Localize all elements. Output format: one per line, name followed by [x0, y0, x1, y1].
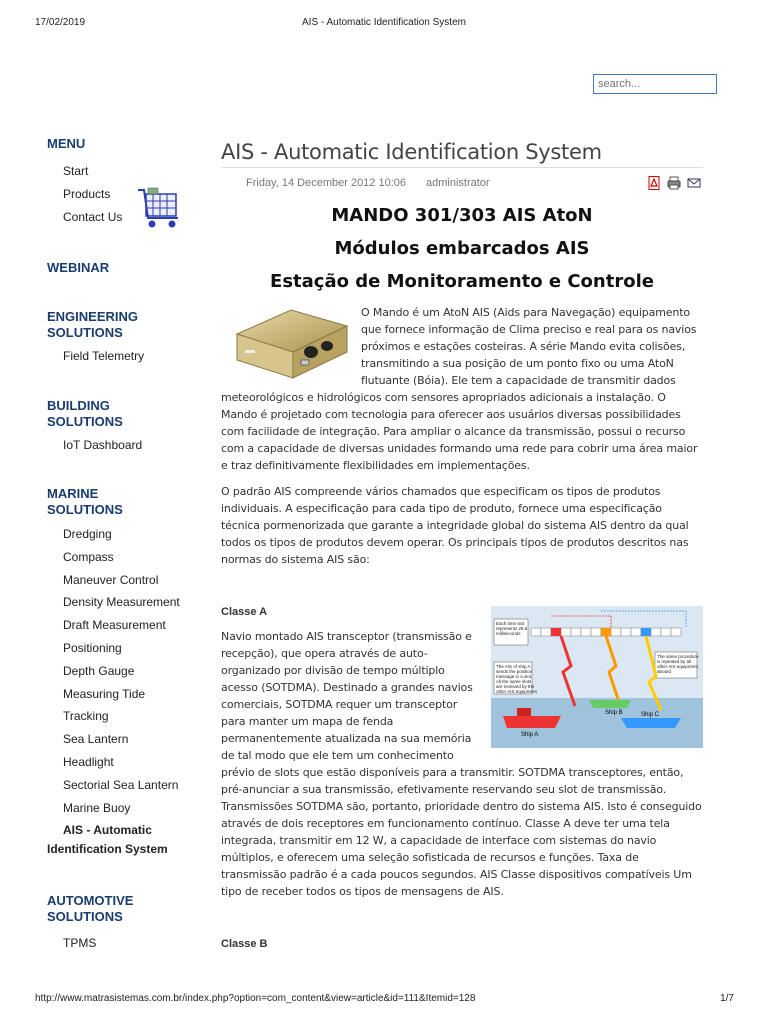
class-a-heading: Classe A: [221, 606, 268, 618]
sidebar-item-density-measurement[interactable]: Density Measurement: [63, 595, 180, 610]
sidebar-item-tracking[interactable]: Tracking: [63, 709, 109, 724]
sotdma-diagram: [491, 606, 703, 748]
sidebar-item-sectorial-sea-lantern[interactable]: Sectorial Sea Lantern: [63, 777, 179, 792]
created-date: Friday, 14 December 2012 10:06: [246, 177, 406, 189]
menu-heading: MENU: [47, 136, 86, 151]
class-b-heading: Classe B: [221, 938, 268, 950]
sidebar-item-sea-lantern[interactable]: Sea Lantern: [63, 732, 129, 747]
sidebar-item-headlight[interactable]: Headlight: [63, 754, 114, 769]
class-a-paragraph: Navio montado AIS transceptor (transmissão e recepção), que opera através de auto-organizado por divisão de tempo múltiplo acesso (SOTDMA). Destinado a grandes navios comerciais, SOTDMA requer um transceptor para manter um mapa de fenda permanentemente atualizada na sua memória de tal modo que ele tem um conhecimento prévio de slots que estão disponíveis para a transmitir. SOTDMA transceptores, então, pré-anunciar a sua transmissão, efetivamente reservando seu slot de transmissão. Transmissões SOTDMA são, portanto, prioridade dentro do sistema AIS. Isto é conseguido através de dois receptores em funcionamento contínuo. Classe A deve ter uma tela integrada, transmitir em 12 W, a capacidade de interface com sistemas do navio múltiplos, e oferecem uma seleção sofisticada de recursos e funções. Taxa de transmissão padrão é a cada poucos segundos. AIS Classe dispositivos compatíveis Um tipo de receber todos os tipos de mensagens de AIS.: [221, 630, 702, 898]
class-a-section: [221, 606, 703, 900]
engineering-heading: ENGINEERING SOLUTIONS: [47, 309, 139, 341]
sidebar-item-products[interactable]: Products: [63, 186, 111, 201]
sidebar-item-positioning[interactable]: Positioning: [63, 640, 122, 655]
sidebar-item-contact-us[interactable]: Contact Us: [63, 209, 123, 224]
sidebar: [47, 136, 197, 955]
sidebar-item-depth-gauge[interactable]: Depth Gauge: [63, 663, 135, 678]
sidebar-item-iot-dashboard[interactable]: IoT Dashboard: [63, 438, 143, 453]
building-heading: BUILDING SOLUTIONS: [47, 398, 123, 430]
diagram-note-3: The same procedure is repeated by all other AIS equipment aboard: [657, 654, 699, 674]
sidebar-item-compass[interactable]: Compass: [63, 549, 114, 564]
print-page-number: 1/7: [720, 993, 734, 1004]
author: administrator: [426, 177, 490, 189]
diagram-note-2: The AIS of ship A sends the position message in a slot. All the same slots are received by the other AIS equipment: [496, 664, 537, 694]
standard-paragraph: O padrão AIS compreende vários chamados que especificam os tipos de produtos individuais. A especificação para cada tipo de produto, fornece uma especificação técnica pormenorizada que garante a integridade global do sistema AIS dentro da qual todos os tipos de produtos devem operar. Os principais tipos de produtos descritos nas normas do sistema AIS são:: [221, 485, 689, 566]
print-url: http://www.matrasistemas.com.br/index.php?option=com_content&view=article&id=111&Itemid=128: [35, 993, 476, 1004]
article-meta: [221, 177, 703, 193]
heading-estacao: Estação de Monitoramento e Controle: [270, 271, 654, 292]
print-title: AIS - Automatic Identification System: [302, 17, 466, 28]
sidebar-item-draft-measurement[interactable]: Draft Measurement: [63, 618, 166, 633]
sidebar-item-start[interactable]: Start: [63, 164, 89, 178]
diagram-ship-c: Ship C: [641, 712, 660, 718]
print-icon[interactable]: [667, 176, 681, 190]
search-input[interactable]: [593, 74, 717, 94]
heading-mando: MANDO 301/303 AIS AtoN: [331, 205, 593, 226]
sidebar-item-tpms[interactable]: TPMS: [63, 936, 97, 951]
diagram-ship-b: Ship B: [605, 710, 623, 716]
heading-modulos: Módulos embarcados AIS: [334, 238, 590, 259]
mando-device-image: [231, 304, 351, 382]
print-date: 17/02/2019: [35, 17, 86, 28]
intro-paragraph: O Mando é um AtoN AIS (Aids para Navegação) equipamento que fornece informação de Clima preciso e real para os navios próximos e estações costeiras. A série Mando evita colisões, transmitindo a sua posição de um ponto fixo ou uma AtoN flutuante (Bóia). Ele tem a capacidade de transmitir dados meteorológicos e hidrológicos com sensores apropriados adicionais a instalação. O Mando é projetado com tecnologia para oferecer aos usuários diversas possibilidades com facilidade de integração. Para ampliar o alcance da transmissão, possui o recurso com a capacidade de diversas unidades formando uma rede para cobrir uma área maior e traz definitivamente flexibilidades em implementações.: [221, 306, 698, 472]
email-icon[interactable]: [687, 176, 701, 190]
article-actions: [644, 176, 701, 190]
sidebar-item-field-telemetry[interactable]: Field Telemetry: [63, 349, 145, 364]
webinar-heading[interactable]: WEBINAR: [47, 260, 110, 276]
diagram-ship-a: Ship A: [521, 732, 539, 738]
article-title[interactable]: AIS - Automatic Identification System: [221, 140, 703, 168]
sidebar-item-maneuver-control[interactable]: Maneuver Control: [63, 572, 159, 587]
sidebar-item-dredging[interactable]: Dredging: [63, 526, 112, 541]
automotive-heading: AUTOMOTIVE SOLUTIONS: [47, 893, 134, 925]
marine-heading: MARINE SOLUTIONS: [47, 485, 123, 517]
marine-list: [47, 523, 197, 819]
sidebar-item-marine-buoy[interactable]: Marine Buoy: [63, 800, 131, 815]
pdf-icon[interactable]: [647, 176, 661, 190]
shopping-cart-icon[interactable]: [136, 186, 184, 230]
diagram-note-1: Each time slot represents 26.6 milliseconds: [496, 621, 528, 636]
sidebar-item-measuring-tide[interactable]: Measuring Tide: [63, 686, 146, 701]
article: [221, 140, 703, 950]
sidebar-item-ais[interactable]: AIS - Automatic Identification System: [47, 823, 168, 857]
